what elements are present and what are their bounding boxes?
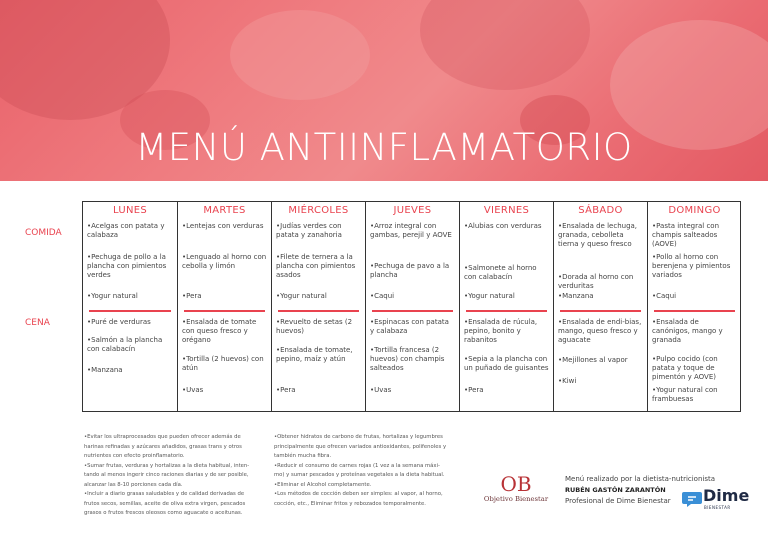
- day-heading: SÁBADO: [578, 205, 623, 216]
- meal-separator: [278, 310, 359, 312]
- dinner-item: •Ensalada de endi-bias, mango, queso fresco y aguacate: [558, 318, 642, 344]
- note-line: •Los métodos de cocción deben ser simples: al vapor, al horno,: [274, 491, 443, 497]
- dinner-item: •Ensalada de canónigos, mango y granada: [652, 318, 723, 344]
- dinner-item: •Revuelto de setas (2 huevos): [276, 318, 353, 335]
- lunch-item: •Yogur natural: [276, 292, 327, 300]
- dinner-item: •Tortilla francesa (2 huevos) con champis salteados: [370, 346, 445, 372]
- dinner-item: •Pera: [276, 386, 296, 394]
- day-column-thursday: [366, 202, 459, 411]
- notes-right: [274, 433, 474, 509]
- lunch-item: •Pechuga de pavo a la plancha: [370, 262, 450, 279]
- credit-author: RUBÉN GASTÓN ZARANTÓN: [565, 486, 666, 494]
- page-title: MENÚ ANTIINFLAMATORIO: [135, 126, 633, 169]
- lunch-item: •Pechuga de pollo a la plancha con pimientos verdes: [87, 253, 167, 279]
- lunch-item: •Acelgas con patata y calabaza: [87, 222, 165, 239]
- note-line: frutos secos, semillas, aceite de oliva extra virgen, pescados: [84, 500, 246, 507]
- dinner-item: •Manzana: [87, 366, 123, 374]
- row-label-dinner: CENA: [25, 318, 50, 328]
- lunch-item: •Salmonete al horno con calabacín: [464, 264, 537, 281]
- objetivo-bienestar-logo: [478, 473, 554, 503]
- day-column-friday: [460, 202, 553, 411]
- day-column-saturday: [554, 202, 647, 411]
- dinner-item: •Mejillones al vapor: [558, 356, 628, 364]
- lunch-item: •Pasta integral con champis salteados (AOVE): [652, 222, 720, 248]
- meal-separator: [372, 310, 453, 312]
- day-column-tuesday: [178, 202, 271, 411]
- dinner-item: •Yogur natural con frambuesas: [652, 386, 718, 403]
- lunch-item: •Ensalada de lechuga, granada, cebolleta tierna y queso fresco: [558, 222, 638, 248]
- decorative-photo-shape: [420, 0, 590, 90]
- meal-separator: [466, 310, 547, 312]
- notes-left: [84, 433, 264, 519]
- note-line: principalmente que ofrecen variados antioxidantes, polifenoles y: [274, 443, 447, 450]
- note-line: cocción, etc., Eliminar fritos y rebozados temporalmente.: [274, 500, 426, 507]
- dinner-item: •Ensalada de tomate, pepino, maíz y atún: [276, 346, 353, 363]
- day-heading: LUNES: [112, 205, 148, 216]
- dinner-item: •Espinacas con patata y calabaza: [370, 318, 449, 335]
- lunch-item: •Pollo al horno con berenjena y pimientos variados: [652, 253, 731, 279]
- dinner-item: •Pera: [464, 386, 484, 394]
- decorative-photo-shape: [230, 10, 370, 100]
- meal-separator: [560, 310, 641, 312]
- lunch-item: •Caqui: [652, 292, 677, 300]
- lunch-item: •Lenguado al horno con cebolla y limón: [182, 253, 267, 270]
- note-line: nutrientes con efecto proinflamatorio.: [84, 453, 185, 459]
- dinner-item: •Kiwi: [558, 377, 577, 385]
- day-heading: MARTES: [203, 205, 246, 216]
- lunch-item: •Yogur natural: [464, 292, 515, 300]
- meal-separator: [89, 310, 171, 312]
- note-line: •Eliminar el Alcohol completamente.: [274, 481, 372, 488]
- note-line: harinas refinadas y azúcares añadidos, grasas trans y otros: [84, 443, 242, 450]
- lunch-item: •Pera: [182, 292, 202, 300]
- dinner-item: •Uvas: [182, 386, 204, 394]
- note-line: •Reducir el consumo de carnes rojas (1 vez a la semana máxi-: [274, 462, 440, 469]
- day-heading: VIERNES: [483, 205, 530, 216]
- lunch-item: •Alubias con verduras: [464, 222, 542, 230]
- note-line: •Evitar los ultraprocesados que pueden ofrecer además de: [84, 434, 241, 440]
- note-line: •Sumar frutas, verduras y hortalizas a la dieta habitual, inten-: [84, 462, 250, 469]
- logo-initials: OB: [500, 472, 532, 496]
- brand-sub: BIENESTAR: [704, 505, 731, 510]
- note-line: tando al menos ingerir cinco raciones diarias y de ser posible,: [84, 472, 249, 478]
- note-line: •Incluir a diario grasas saludables y de calidad derivadas de: [84, 491, 245, 497]
- note-line: mo) y sumar pescados y proteínas vegetales a la dieta habitual.: [274, 472, 445, 478]
- day-column-wednesday: [272, 202, 365, 411]
- note-line: alcanzar las 8-10 porciones cada día.: [84, 481, 183, 488]
- meal-separator: [184, 310, 265, 312]
- note-line: también mucha fibra.: [274, 453, 332, 459]
- lunch-item: •Yogur natural: [87, 292, 138, 300]
- dinner-item: •Pulpo cocido (con patata y toque de pimentón y AOVE): [652, 355, 718, 381]
- meal-separator: [654, 310, 735, 312]
- day-column-monday: [83, 202, 177, 411]
- credit-line: Profesional de Dime Bienestar: [565, 497, 671, 505]
- row-label-lunch: COMIDA: [25, 228, 62, 238]
- note-line: •Obtener hidratos de carbono de frutas, hortalizas y legumbres: [274, 434, 443, 440]
- dinner-item: •Tortilla (2 huevos) con atún: [182, 355, 264, 372]
- day-column-sunday: [648, 202, 741, 411]
- dinner-item: •Puré de verduras: [87, 318, 151, 326]
- lunch-item: •Arroz integral con gambas, perejil y AOVE: [370, 222, 452, 239]
- day-heading: MIÉRCOLES: [288, 205, 349, 216]
- dinner-item: •Ensalada de tomate con queso fresco y orégano: [182, 318, 257, 344]
- dinner-item: •Sepia a la plancha con un puñado de guisantes: [464, 355, 549, 372]
- lunch-item: •Judías verdes con patata y zanahoria: [276, 222, 342, 239]
- dinner-item: •Salmón a la plancha con calabacín: [87, 336, 163, 353]
- lunch-item: •Filete de ternera a la plancha con pimientos asados: [276, 253, 356, 279]
- header-banner: [0, 0, 768, 181]
- lunch-item: •Dorada al horno con verduritas: [558, 273, 634, 290]
- day-heading: DOMINGO: [668, 205, 721, 216]
- lunch-item: •Manzana: [558, 292, 594, 300]
- day-heading: JUEVES: [393, 205, 432, 216]
- logo-name: Objetivo Bienestar: [483, 495, 549, 503]
- brand-word: Dime: [703, 486, 750, 505]
- dinner-item: •Ensalada de rúcula, pepino, bonito y rabanitos: [464, 318, 538, 344]
- lunch-item: •Lentejas con verduras: [182, 222, 264, 230]
- chat-bubble-icon: [682, 490, 702, 508]
- note-line: grasos o frutos frescos oleosos como aguacate o aceitunas.: [84, 510, 243, 516]
- dime-logo: [682, 486, 750, 511]
- menu-table: [82, 201, 741, 412]
- lunch-item: •Caqui: [370, 292, 395, 300]
- credit-line: Menú realizado por la dietista-nutricionista: [565, 475, 716, 483]
- dinner-item: •Uvas: [370, 386, 392, 394]
